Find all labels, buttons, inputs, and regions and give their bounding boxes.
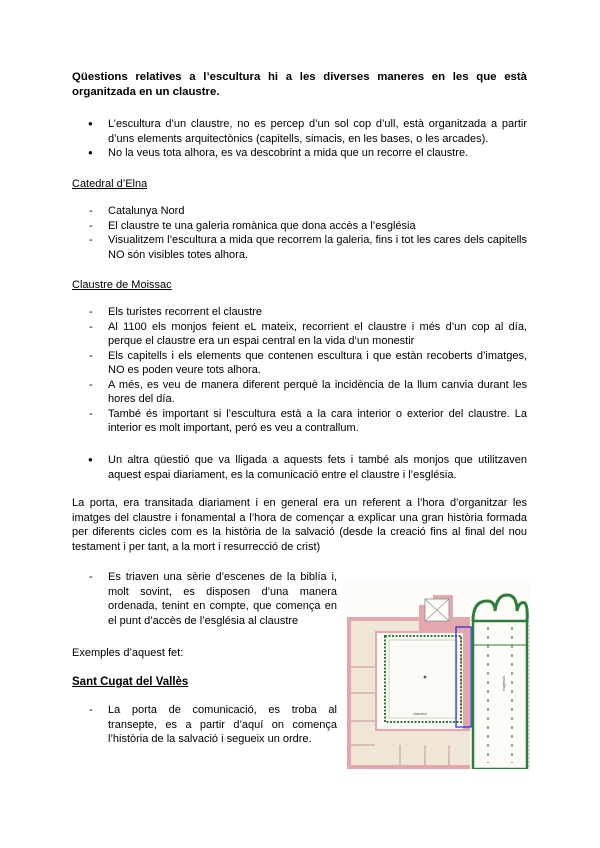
- list-item: - Al 1100 els monjos feient eL mateix, recorrient el claustre i més d’un cop al día, perque el claustre era un espai central en la vida d’un monestir: [72, 320, 527, 349]
- moissac-list: [72, 305, 527, 436]
- list-item: ● L’escultura d’un claustre, no es percep d’un sol cop d’ull, està organitzada a partir d’uns elements arquitectònics (capitells, simacis, en les bases, o les arcades).: [72, 117, 527, 146]
- sant-cugat-list: [72, 703, 337, 747]
- communication-bullet: [72, 453, 527, 482]
- page-title: Qüestions relatives a l’escultura hi a les diverses maneres en les que està organitzada en un claustre.: [72, 71, 527, 98]
- list-item: - Catalunya Nord: [72, 204, 527, 219]
- plan-label-esglesia: església: [501, 676, 506, 691]
- heading-elna: Catedral d’Elna: [72, 178, 148, 190]
- list-item: - A més, es veu de manera diferent perquè la incidència de la llum canvia durant les hores del día.: [72, 378, 527, 407]
- list-item: - També és important si l’escultura està a la cara interior o exterior del claustre. La interior es molt important, peró es veu a contrallum.: [72, 407, 527, 436]
- list-item: - Visualitzem l’escultura a mida que recorrem la galeria, fins i tot les cares dels capitells NO són visibles totes alhora.: [72, 233, 527, 262]
- list-item: ● Un altra qüestió que va lligada a aquests fets i també als monjos que utilitzaven aquest espai diariament, es la comunicació entre el claustre i l’església.: [72, 453, 527, 482]
- heading-sant-cugat: Sant Cugat del Vallès: [72, 676, 189, 688]
- list-item: ● No la veus tota alhora, es va descobrint a mida que un recorre el claustre.: [72, 146, 527, 161]
- list-item: - Els capitells i els elements que contenen escultura i que estàn recoberts d’imatges, NO es poden veure tots alhora.: [72, 349, 527, 378]
- list-item: - Els turistes recorrent el claustre: [72, 305, 527, 320]
- list-item: - Es triaven una sèrie d’escenes de la biblía i, molt sovint, es disposen d’una manera ordenada, tenint en compte, que comença en el punt d’accès de l’església al claustre: [72, 570, 337, 628]
- plan-label-claustre: claustre: [413, 711, 428, 716]
- list-item: - La porta de comunicació, es troba al transepte, es a partir d’aquí on comença l’història de la salvació i segueix un ordre.: [72, 703, 337, 747]
- examples-label: Exemples d’aquest fet:: [72, 647, 184, 659]
- elna-list: [72, 204, 527, 262]
- intro-bullet-list: [72, 117, 527, 161]
- triaven-list: [72, 570, 337, 628]
- porta-paragraph: La porta, era transitada diariament i en general era un referent a l’hora d’organitzar les imatges del claustre i fonamental a l’hora de començar a explicar una gran història formada per diferents cicles com es la història de la salvació (desde la creació fins al final del nou testament i per tant, a la mort i resurrecció de crist): [72, 497, 527, 553]
- list-item: - El claustre te una galeria romànica que dona accès a l’església: [72, 219, 527, 234]
- heading-moissac: Claustre de Moissac: [72, 279, 172, 291]
- monastery-floor-plan: [345, 581, 530, 769]
